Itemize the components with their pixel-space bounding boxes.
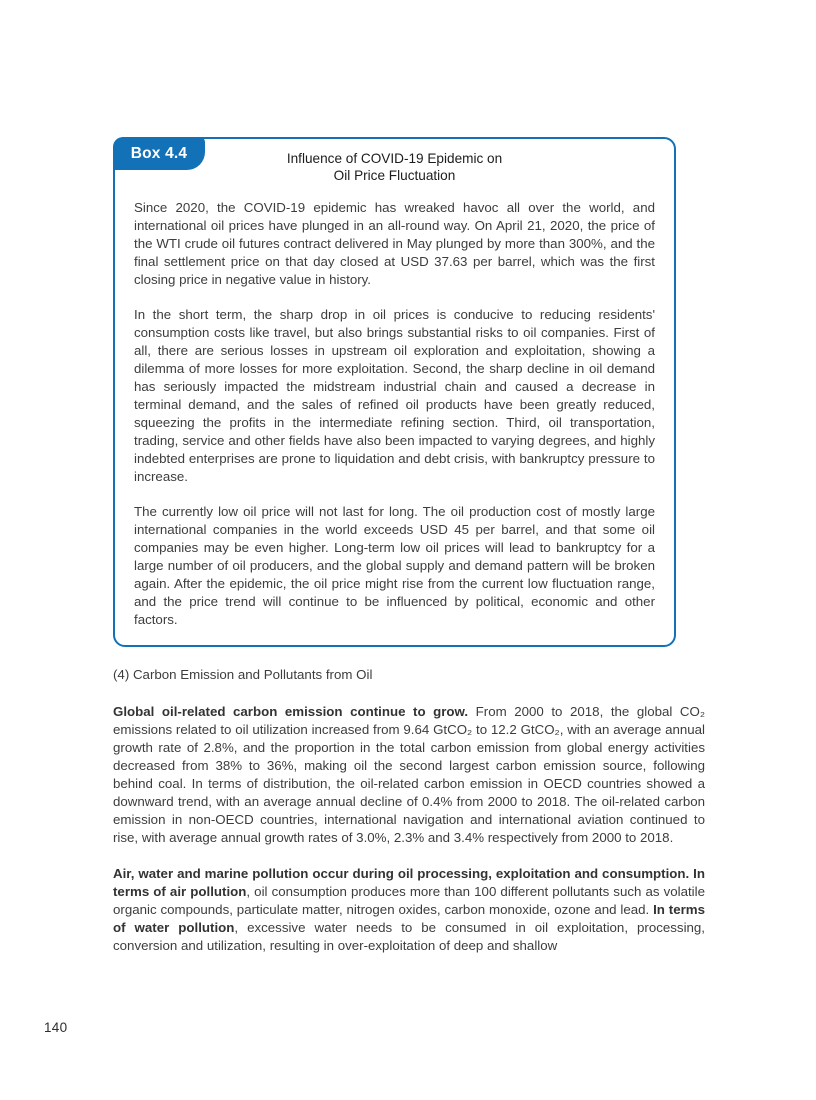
bold-text-run: Global oil-related carbon emission continue to grow. xyxy=(113,704,476,719)
box-label-badge: Box 4.4 xyxy=(113,137,205,170)
section-heading: (4) Carbon Emission and Pollutants from Oil xyxy=(113,667,373,682)
box-title xyxy=(134,150,655,184)
box-paragraph-1: Since 2020, the COVID-19 epidemic has wreaked havoc all over the world, and international oil prices have plunged in an all-round way. On April 21, 2020, the price of the WTI crude oil futures contract delivered in May plunged by more than 300%, and the final settlement price on that day closed at USD 37.63 per barrel, which was the first closing price in negative value in history. xyxy=(134,200,655,287)
box-title-line-2: Oil Price Fluctuation xyxy=(333,168,456,183)
page-number: 140 xyxy=(44,1020,68,1035)
body-paragraph-pollution xyxy=(113,865,705,955)
bold-text-run: In terms of water pollution xyxy=(113,902,705,935)
box-4-4-callout xyxy=(113,137,676,647)
bold-text-run: Air, water and marine pollution occur during oil processing, exploitation and consumption. In terms of air pollution xyxy=(113,866,705,899)
box-paragraph-2: In the short term, the sharp drop in oil prices is conducive to reducing residents' consumption costs like travel, but also brings substantial risks to oil companies. First of all, there are serious losses in upstream oil exploration and exploitation, showing a dilemma of more losses for more exploitation. Second, the sharp decline in oil demand has seriously impacted the midstream industrial chain and caused a decrease in terminal demand, and the sales of refined oil products have been greatly reduced, squeezing the profits in the intermediate refining section. Third, oil transportation, trading, service and other fields have also been impacted to varying degrees, and highly indebted enterprises are prone to liquidation and debt crisis, with bankruptcy pressure to increase. xyxy=(134,307,655,484)
box-title-line-1: Influence of COVID-19 Epidemic on xyxy=(286,151,503,166)
box-paragraph-3: The currently low oil price will not last for long. The oil production cost of mostly large international companies in the world exceeds USD 45 per barrel, and that some oil companies may be even higher. Long-term low oil prices will lead to bankruptcy for a large number of oil producers, and the global supply and demand pattern will be broken again. After the epidemic, the oil price might rise from the current low fluctuation range, and the price trend will continue to be influenced by political, economic and other factors. xyxy=(134,504,655,627)
text-run: , oil consumption produces more than 100 different pollutants such as volatile organic compounds, particulate matter, nitrogen oxides, carbon monoxide, ozone and lead. xyxy=(113,884,705,917)
body-paragraph-carbon-emission xyxy=(113,703,705,847)
text-run: From 2000 to 2018, the global CO₂ emissions related to oil utilization increased from 9.64 GtCO₂ to 12.2 GtCO₂, with an average annual growth rate of 2.8%, and the proportion in the total carbon emission from global energy activities decreased from 38% to 36%, making oil the second largest carbon emission source, following behind coal. In terms of distribution, the oil-related carbon emission in OECD countries showed a downward trend, with an average annual decline of 0.4% from 2000 to 2018. The oil-related carbon emission in non-OECD countries, international navigation and international aviation continued to rise, with average annual growth rates of 3.0%, 2.3% and 3.4% respectively from 2000 to 2018. xyxy=(113,704,705,845)
text-run: , excessive water needs to be consumed in oil exploitation, processing, conversion and utilization, resulting in over-exploitation of deep and shallow xyxy=(113,920,706,953)
section-carbon-emission xyxy=(113,666,705,973)
